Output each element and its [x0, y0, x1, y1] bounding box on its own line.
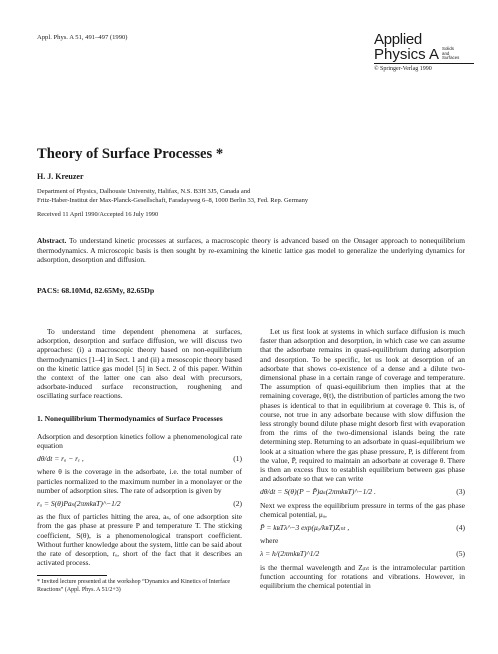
- pacs: [37, 286, 154, 295]
- paragraph: Adsorption and desorption kinetics follow a phenomenological rate equation: [37, 431, 242, 451]
- paragraph: as the flux of particles hitting the area, aₛ, of one adsorption site from the gas phase at pressure P and temperature T. The sticking coefficient, S(θ), is a phenomenological transport coefficient. Without further knowledge about the system, little can be said about the rate of desorption, rₑ, short of the fact that it describes an activated process.: [37, 512, 242, 568]
- equation-2: [37, 499, 242, 508]
- paragraph: Let us first look at systems in which surface diffusion is much faster than adsorption and desorption, in which case we can assume that the adsorbate remains in quasi-equilibrium during adsorption and desorption. To be specific, let us look at desorption of an adsorbate that shows co-existence of a dense and a dilute two-dimensional phase in a certain range of coverage and temperature. The assumption of quasi-equilibrium then implies that at the remaining coverage, θ(t), the distribution of particles among the two phases is identical to that in equilibrium at coverage θ. This is, of course, not true in any adsorbate because with slow diffusion the less strongly bound dilute phase might desorb first with evaporation from the rims of the two-dimensional islands being the rate determining step. Returning to an adsorbate in quasi-equilibrium we look at a situation where the gas phase pressure, P, is different from the value, P̄, required to maintain an adsorbate at coverage θ. There is then an excess flux to establish equilibrium between gas phase and adsorbate so that we can write: [260, 327, 465, 484]
- right-column: [260, 327, 465, 590]
- equation-text: λ = h/(2πmkʙT)^1/2: [260, 549, 320, 559]
- abstract-text: To understand kinetic processes at surfaces, a macroscopic theory is advanced based on the Onsager approach to nonequilibrium thermodynamics. A microscopic basis is then sought by re-examining the kinetic lattice gas model to generalize the underlying dynamics for adsorption, desorption and diffusion.: [37, 236, 465, 265]
- equation-5: [260, 549, 465, 558]
- equation-number: (1): [233, 454, 242, 464]
- affiliation-line-2: Fritz-Haber-Institut der Max-Planck-Gesellschaft, Faradayweg 6–8, 1000 Berlin 33, Fed. Rep. Germany: [37, 197, 309, 204]
- equation-number: (5): [456, 549, 465, 559]
- equation-text: rₐ = S(θ)Paₛ(2πmkʙT)^−1/2: [37, 499, 121, 509]
- section-heading: 1. Nonequilibrium Thermodynamics of Surface Processes: [37, 413, 223, 423]
- pacs-text: PACS: 68.10Md, 82.65My, 82.65Dp: [37, 286, 155, 295]
- equation-3: [260, 487, 465, 496]
- journal-logo: [374, 33, 474, 72]
- logo-sub-and: and: [442, 50, 450, 56]
- equation-4: [260, 523, 465, 532]
- logo-physics-a-text: Physics A: [374, 45, 440, 63]
- logo-rule: [374, 63, 474, 64]
- paragraph: where: [260, 536, 279, 546]
- footnote-rule: [37, 575, 107, 576]
- affiliation: [37, 187, 477, 205]
- journal-reference: Appl. Phys. A 51, 491–497 (1990): [37, 34, 128, 41]
- equation-1: [37, 454, 242, 463]
- logo-physics-a: [374, 47, 474, 62]
- equation-number: (3): [456, 487, 465, 497]
- equation-number: (4): [456, 523, 465, 533]
- paragraph: Next we express the equilibrium pressure in terms of the gas phase chemical potential, μₐ,: [260, 500, 465, 519]
- paper-title: Theory of Surface Processes *: [37, 146, 224, 162]
- affiliation-line-1: Department of Physics, Dalhousie University, Halifax, N.S. B3H 3J5, Canada and: [37, 188, 251, 195]
- intro-paragraph: To understand time dependent phenomena at surfaces, adsorption, desorption and surface diffusion, we will discuss two approaches: (i) a macroscopic theory based on non-equilibrium thermodynamics [1–4] in Sect. 1 and (ii) a mesoscopic theory based on the kinetic lattice gas model [5] in Sect. 2 of this paper. Within the context of the latter one can also deal with precursors, adsorbate-induced surface reconstruction, roughening and oscillating surface reactions.: [37, 327, 242, 401]
- abstract: [37, 236, 465, 265]
- equation-text: dθ/dt = S(θ)(P − P̄)aₛ(2πmkʙT)^−1/2 .: [260, 487, 376, 497]
- equation-text: P̄ = kʙTλ^−3 exp(μₐ/kʙT)Zᵢₙₜ ,: [260, 523, 350, 533]
- left-column: [37, 327, 242, 594]
- paragraph: is the thermal wavelength and Zᵢₙₜ is the intramolecular partition function accounting for rotations and vibrations. However, in equilibrium the chemical potential in: [260, 562, 465, 591]
- paragraph: where θ is the coverage in the adsorbate, i.e. the total number of particles normalized to the maximum number in a monolayer or the number of adsorption sites. The rate of adsorption is given by: [37, 467, 242, 495]
- logo-subtitle: [442, 47, 459, 62]
- logo-sub-solids: Solids: [442, 46, 454, 51]
- abstract-label: Abstract.: [37, 236, 67, 245]
- footnote: * Invited lecture presented at the workshop “Dynamics and Kinetics of Interface Reactions” (Appl. Phys. A 51/2+3): [37, 579, 231, 593]
- author: H. J. Kreuzer: [37, 172, 84, 181]
- received-date: Received 11 April 1990/Accepted 16 July 1990: [37, 211, 159, 218]
- logo-applied: Applied: [374, 31, 422, 48]
- copyright: © Springer-Verlag 1990: [374, 65, 432, 72]
- equation-number: (2): [233, 499, 242, 509]
- logo-sub-surfaces: Surfaces: [442, 55, 460, 61]
- equation-text: dθ/dt = rₐ − rₑ ,: [37, 454, 84, 464]
